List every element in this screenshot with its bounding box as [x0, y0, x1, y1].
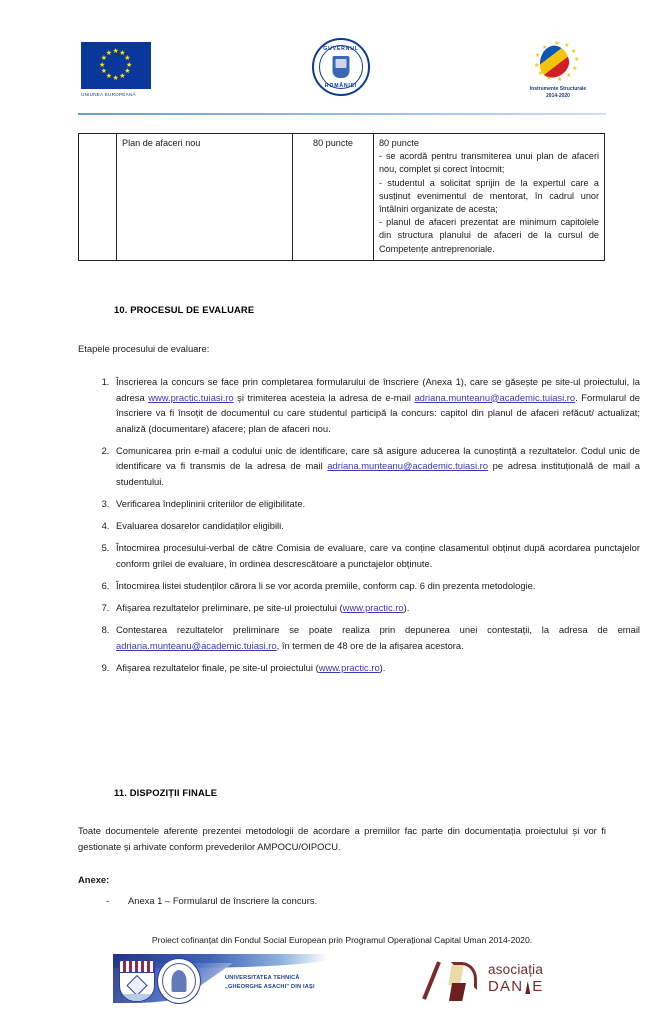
list-item: 2. Comunicarea prin e-mail a codului unic de identificare, care să asigure aducerea la cunoștință a rezultatelor. Codul unic de identificare va fi transmis de la adresa de mail adriana.munteanu@academic.tuiasi.ro pe adresa instituțională de mail a studentului. — [112, 443, 640, 490]
instruments-star-icon: ★ — [542, 45, 548, 51]
instruments-star-icon: ★ — [538, 71, 544, 77]
eu-flag-icon: ★ ★ ★ ★ ★ ★ ★ ★ ★ ★ ★ ★ — [81, 42, 151, 89]
european-union-logo — [81, 42, 156, 97]
table-cell-index — [79, 134, 117, 261]
list-item: 6. Întocmirea listei studenților cărora li se vor acorda premiile, conform cap. 6 din prezenta metodologie. — [112, 578, 640, 594]
dante-wordmark — [488, 961, 544, 996]
instruments-star-icon: ★ — [554, 41, 560, 47]
instruments-star-icon: ★ — [564, 43, 570, 49]
tuiasi-name-line2: „GHEORGHE ASACHI" DIN IAȘI — [225, 983, 315, 990]
eu-logo-caption: UNIUNEA EUROPEANĂ — [81, 92, 136, 97]
list-bullet-dash: - — [106, 895, 110, 906]
evaluation-criteria-table — [78, 133, 605, 261]
gov-seal-bottom-text: ROMÂNIEI — [324, 83, 358, 89]
structural-instruments-icon — [527, 40, 589, 84]
asociatia-dante-logo — [436, 958, 602, 1006]
section-10-heading: 10. PROCESUL DE EVALUARE — [114, 304, 255, 315]
annex-text: Anexa 1 – Formularul de înscriere la concurs. — [128, 895, 318, 906]
section-10-intro: Etapele procesului de evaluare: — [78, 343, 210, 354]
instruments-star-icon: ★ — [571, 49, 577, 55]
footer-logos — [78, 952, 606, 1018]
inline-link[interactable]: www.practic.tuiasi.ro — [148, 391, 234, 403]
list-item: 7. Afișarea rezultatelor preliminare, pe site-ul proiectului (www.practic.ro). — [112, 600, 640, 616]
table-row — [79, 134, 605, 261]
gov-seal-top-text: GUVERNUL — [323, 46, 359, 52]
list-item: 8. Contestarea rezultatelor preliminare se poate realiza prin depunerea unei contestații, la adresa de email adriana.munteanu@academic.tuiasi.ro, în termen de 48 ore de la afișarea acestora. — [112, 622, 640, 653]
instruments-star-icon: ★ — [557, 77, 563, 83]
description-item: - studentul a solicitat sprijin de la expertul care a susținut evenimentul de mentorat, în cadrul unor întâlniri organizate de acesta; — [379, 177, 599, 215]
table-cell-description — [374, 134, 605, 261]
government-of-romania-logo — [310, 38, 372, 96]
inline-link[interactable]: www.practic.ro — [342, 602, 404, 614]
tuiasi-seal-icon — [157, 958, 201, 1004]
list-item: 9. Afișarea rezultatelor finale, pe site-ul proiectului (www.practic.ro). — [112, 660, 640, 676]
list-item — [78, 893, 606, 909]
instruments-star-icon: ★ — [566, 73, 572, 79]
list-item: 4. Evaluarea dosarelor candidaților eligibili. — [112, 518, 640, 534]
instruments-caption — [510, 86, 606, 100]
gov-seal-icon — [312, 38, 370, 96]
instruments-star-icon: ★ — [535, 53, 541, 59]
inline-link[interactable]: adriana.munteanu@academic.tuiasi.ro — [327, 460, 488, 472]
table-cell-criterion: Plan de afaceri nou — [117, 134, 293, 261]
list-item: 3. Verificarea îndeplinirii criteriilor de eligibilitate. — [112, 496, 640, 512]
annexes-label: Anexe: — [78, 874, 110, 885]
section-11-paragraph: Toate documentele aferente prezentei metodologii de acordare a premiilor fac parte din documentația proiectului și vor fi gestionate și arhivate conform prevederilor AMPOCU/OIPOCU. — [78, 825, 606, 852]
instruments-caption-line2: 2014-2020 — [546, 93, 570, 99]
tuiasi-university-name — [225, 974, 315, 991]
table-cell-points: 80 puncte — [293, 134, 374, 261]
inline-link[interactable]: adriana.munteanu@academic.tuiasi.ro — [414, 391, 576, 403]
structural-instruments-logo — [510, 40, 606, 100]
description-item: - planul de afaceri prezentat are minimum capitolele din structura planului de afaceri de la cursul de Competențe antreprenoriale. — [379, 217, 599, 254]
instruments-star-icon: ★ — [572, 66, 578, 72]
tuiasi-university-logo — [113, 954, 328, 1006]
list-item: 1. Înscrierea la concurs se face prin completarea formularului de înscriere (Anexa 1), care se găsește pe site-ul proiectului, la adresa www.practic.tuiasi.ro și trimiterea acesteia la adresa de e-mail adriana.munteanu@academic.tuiasi.ro. Formularul de înscriere va fi însoțit de documentul cu care studentul participă la concurs: capitol din planul de afaceri refăcut/ actualizat; analiză (documentare) afacere; plan de afaceri nou. — [112, 374, 640, 436]
evaluation-steps-list — [78, 374, 640, 682]
section-11-heading: 11. DISPOZIȚII FINALE — [114, 787, 218, 798]
list-item: 5. Întocmirea procesului-verbal de către Comisia de evaluare, care va conține clasamentul obținut după acordarea punctajelor conform grilei de evaluare, în ordinea descrescătoare a punctajelor obținute. — [112, 540, 640, 571]
dante-quill-icon — [436, 960, 482, 1002]
document-header — [78, 38, 606, 108]
dante-word-asociatia: asociația — [488, 962, 544, 977]
dante-word-prefix: DAN — [488, 978, 524, 995]
instruments-star-icon: ★ — [574, 57, 580, 63]
inline-link[interactable]: www.practic.ro — [318, 661, 380, 673]
inline-link[interactable]: adriana.munteanu@academic.tuiasi.ro — [116, 639, 277, 651]
header-divider — [78, 113, 606, 115]
tuiasi-shield-icon — [119, 960, 155, 1002]
dante-word-suffix: E — [532, 978, 544, 995]
instruments-caption-line1: Instrumente Structurale — [529, 86, 587, 92]
gov-crest-icon — [333, 56, 350, 78]
dante-word-dante — [488, 978, 544, 996]
tuiasi-name-line1: UNIVERSITATEA TEHNICĂ — [225, 975, 300, 981]
description-title: 80 puncte — [379, 138, 419, 148]
footer-funding-note: Proiect cofinanțat din Fondul Social European prin Programul Operațional Capital Uman 2014-2020. — [151, 935, 533, 945]
annexes-list — [78, 893, 606, 909]
description-item: - se acordă pentru transmiterea unui plan de afaceri nou, complet și corect întocmit; — [379, 151, 599, 175]
instruments-star-icon: ★ — [534, 63, 540, 69]
instruments-star-icon: ★ — [546, 76, 552, 82]
